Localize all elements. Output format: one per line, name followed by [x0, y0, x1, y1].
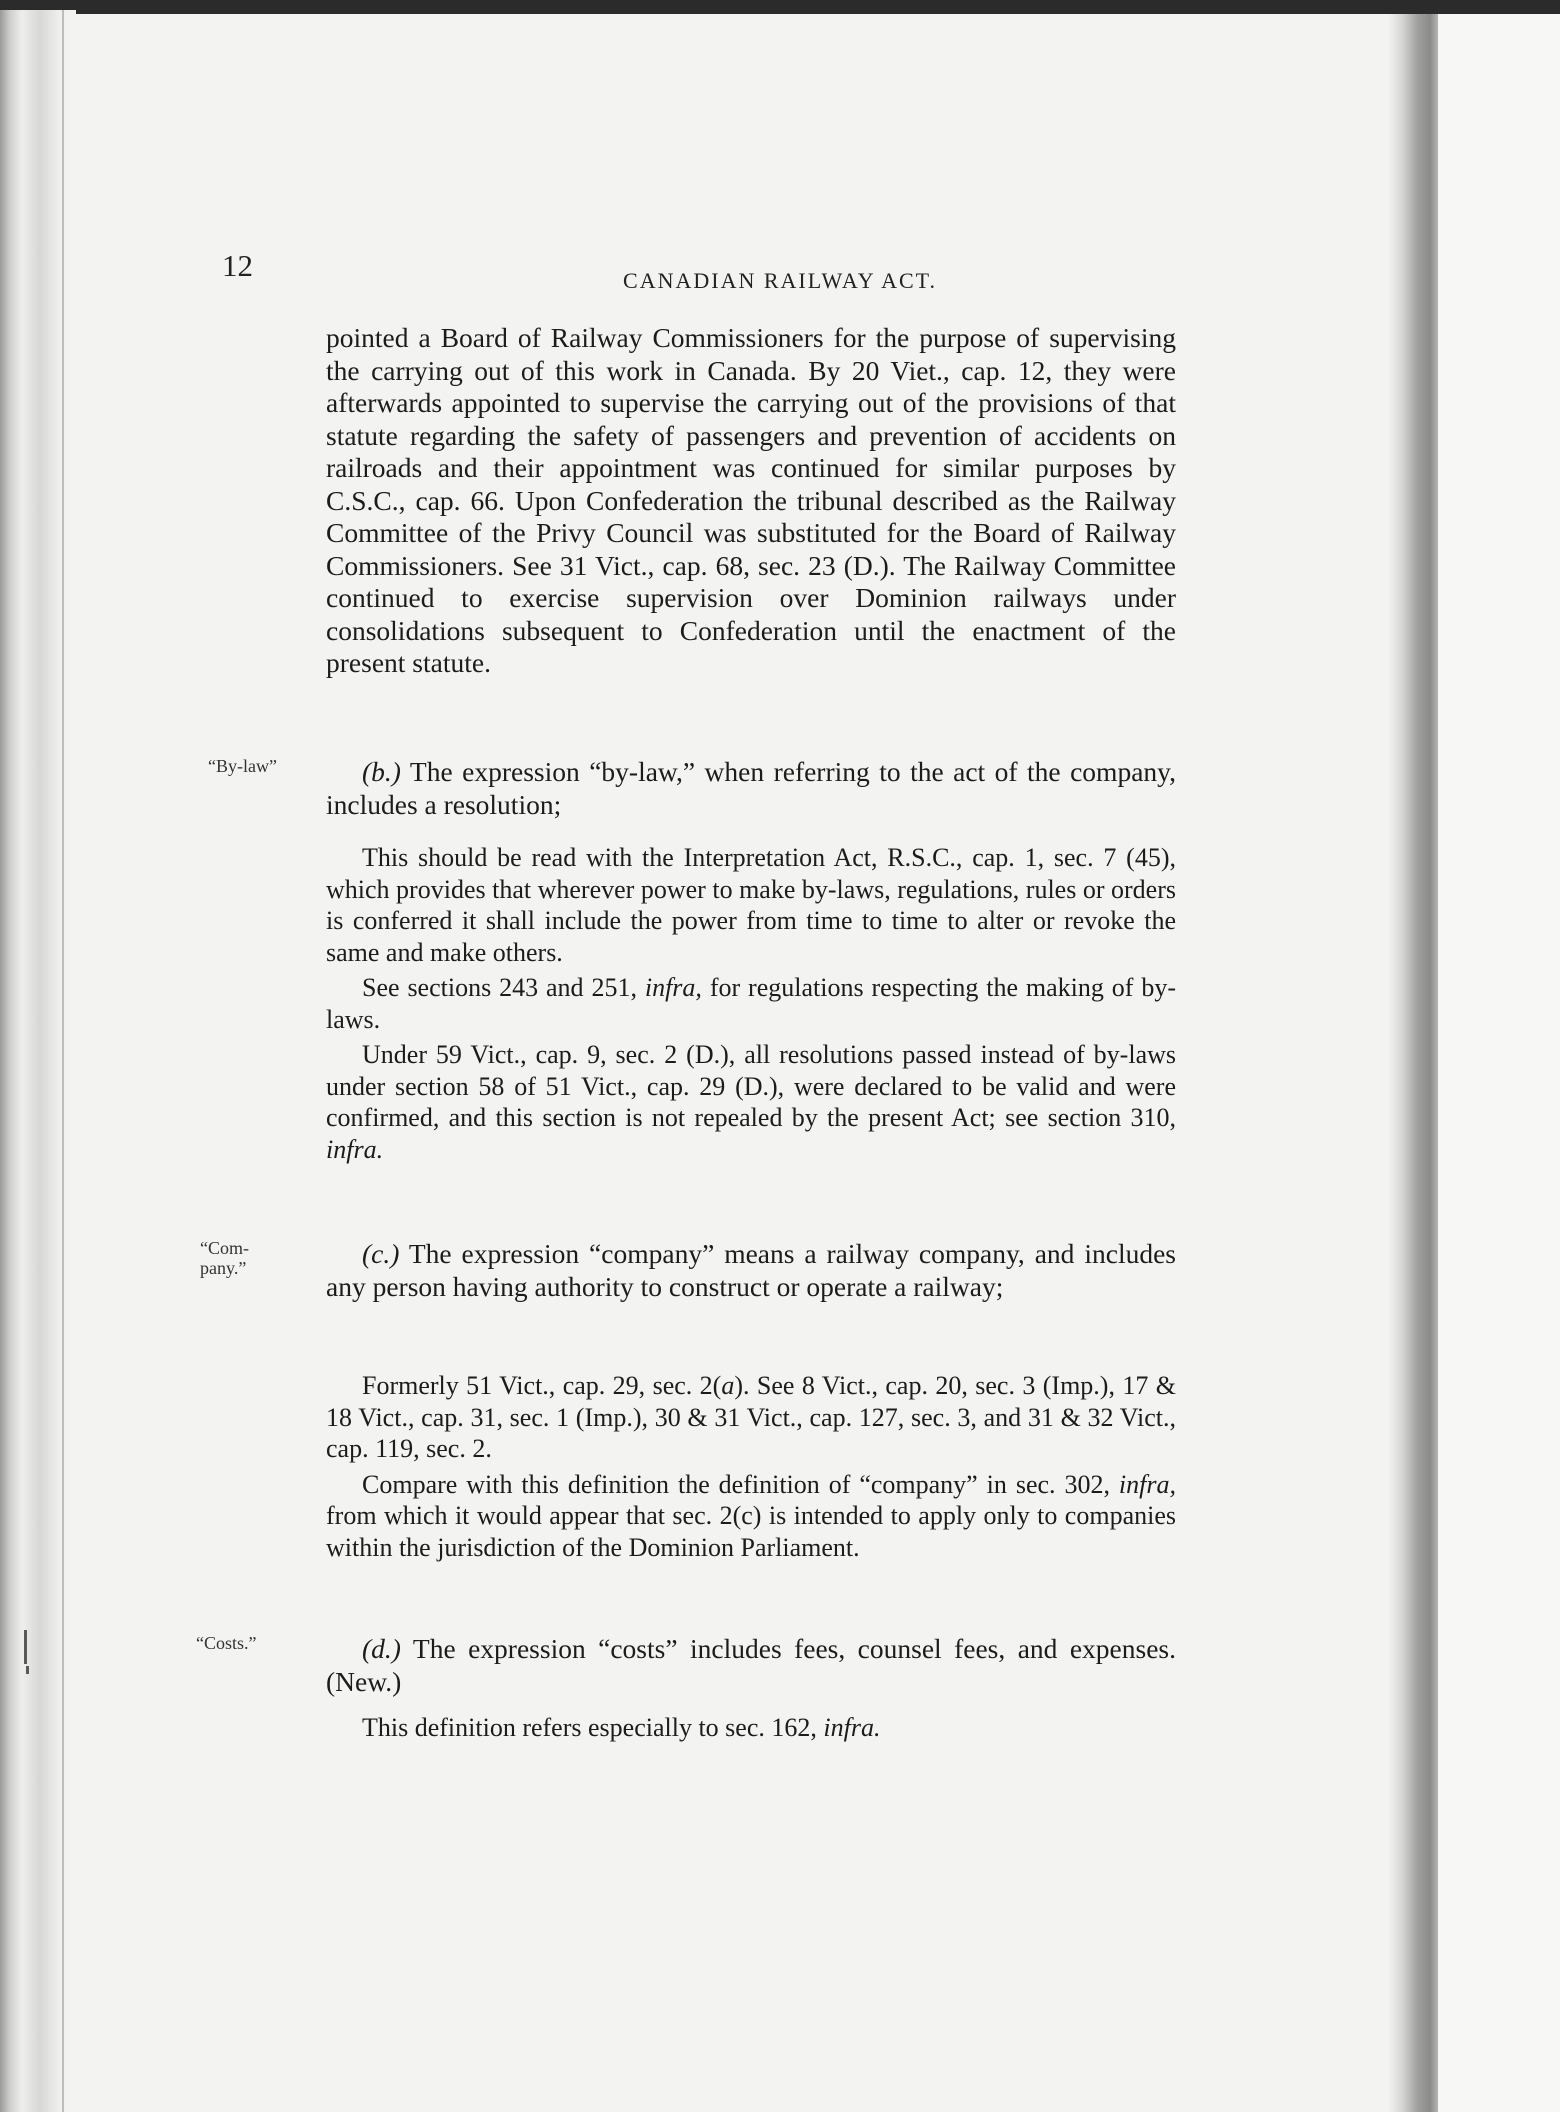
page-number: 12: [222, 248, 253, 283]
annotation-b: [326, 842, 1176, 1165]
clause-label: (b.): [362, 756, 401, 787]
note-emphasis: infra,: [1118, 1469, 1176, 1499]
definition-d: [326, 1633, 1176, 1698]
definition-b: [326, 756, 1176, 821]
definition-text: The expression “by-law,” when referring to the act of the company, includes a resolution;: [326, 756, 1176, 820]
clause-label: (d.): [362, 1633, 401, 1664]
margin-note-company-line1: “Com-: [200, 1238, 249, 1258]
body-paragraph: pointed a Board of Railway Commissioners for the purpose of supervising the carrying out of this work in Canada. By 20 Viet., cap. 12, they were afterwards appointed to supervise the carrying out of the provisions of that statute regarding the safety of passengers and prevention of accidents on railroads and their appointment was continued for similar purposes by C.S.C., cap. 66. Upon Confederation the tribunal described as the Railway Committee of the Privy Council was substituted for the Board of Railway Commissioners. See 31 Vict., cap. 68, sec. 23 (D.). The Railway Committee continued to exercise supervision over Dominion railways under consolidations subsequent to Confederation until the enactment of the present statute.: [326, 322, 1176, 678]
note-emphasis: a: [721, 1371, 735, 1400]
running-head: CANADIAN RAILWAY ACT.: [623, 268, 937, 293]
note-paragraph: [326, 1370, 1176, 1465]
note-text: for regulations respecting the making of by-laws.: [326, 973, 1176, 1034]
note-text: Under 59 Vict., cap. 9, sec. 2 (D.), all resolutions passed instead of by-laws under section 58 of 51 Vict., cap. 29 (D.), were declared to be valid and were confirmed, and this section is not repealed by the present Act; see section 310,: [326, 1040, 1176, 1132]
paragraph-continued: [326, 322, 1176, 680]
margin-note-company-line2: pany.”: [200, 1258, 247, 1278]
note-text: ). See 8 Vict., cap. 20, sec. 3 (Imp.), 17 & 18 Vict., cap. 31, sec. 1 (Imp.), 30 & 31 Vict., cap. 127, sec. 3, and 31 & 32 Vict., cap. 119, sec. 2.: [326, 1371, 1176, 1463]
definition-c: [326, 1238, 1176, 1303]
note-paragraph: [326, 1039, 1176, 1165]
book-left-line: [62, 10, 64, 2112]
margin-note-costs: “Costs.”: [196, 1633, 257, 1653]
definition-text: The expression “costs” includes fees, counsel fees, and expenses. (New.): [326, 1633, 1176, 1697]
note-text: from which it would appear that sec. 2(c) is intended to apply only to companies within the jurisdiction of the Dominion Parliament.: [326, 1501, 1176, 1562]
scan-speck: [24, 1630, 27, 1664]
note-paragraph: [326, 972, 1176, 1035]
note-text: Compare with this definition the definition of “company” in sec. 302,: [362, 1469, 1119, 1499]
definition-paragraph: [326, 1238, 1176, 1303]
definition-paragraph: [326, 756, 1176, 821]
note-emphasis: infra,: [644, 973, 702, 1002]
note-paragraph: [326, 1469, 1176, 1564]
facing-page-edge: [1438, 14, 1560, 2112]
note-paragraph: This should be read with the Interpretation Act, R.S.C., cap. 1, sec. 7 (45), which provides that wherever power to make by-laws, regulations, rules or orders is conferred it shall include the power from time to time to alter or revoke the same and make others.: [326, 843, 1176, 967]
clause-label: (c.): [362, 1238, 400, 1269]
scan-speck: [26, 1666, 29, 1674]
note-text: See sections 243 and 251,: [362, 973, 645, 1002]
note-emphasis: infra.: [823, 1713, 881, 1742]
definition-paragraph: [326, 1633, 1176, 1698]
book-gutter-shadow: [1388, 14, 1438, 2112]
annotation-d: [326, 1712, 1176, 1744]
note-text: This definition refers especially to sec. 162,: [362, 1713, 824, 1742]
book-left-edge: [0, 10, 76, 2112]
margin-note-company: [200, 1238, 249, 1278]
definition-text: The expression “company” means a railway company, and includes any person having authority to construct or operate a railway;: [326, 1238, 1176, 1302]
note-text: Formerly 51 Vict., cap. 29, sec. 2(: [362, 1371, 722, 1400]
note-emphasis: infra.: [326, 1134, 384, 1164]
scan-top-edge: [0, 0, 1560, 14]
margin-note-bylaw: “By-law”: [208, 756, 277, 776]
annotation-c: [326, 1370, 1176, 1563]
note-paragraph: [326, 1712, 1176, 1744]
